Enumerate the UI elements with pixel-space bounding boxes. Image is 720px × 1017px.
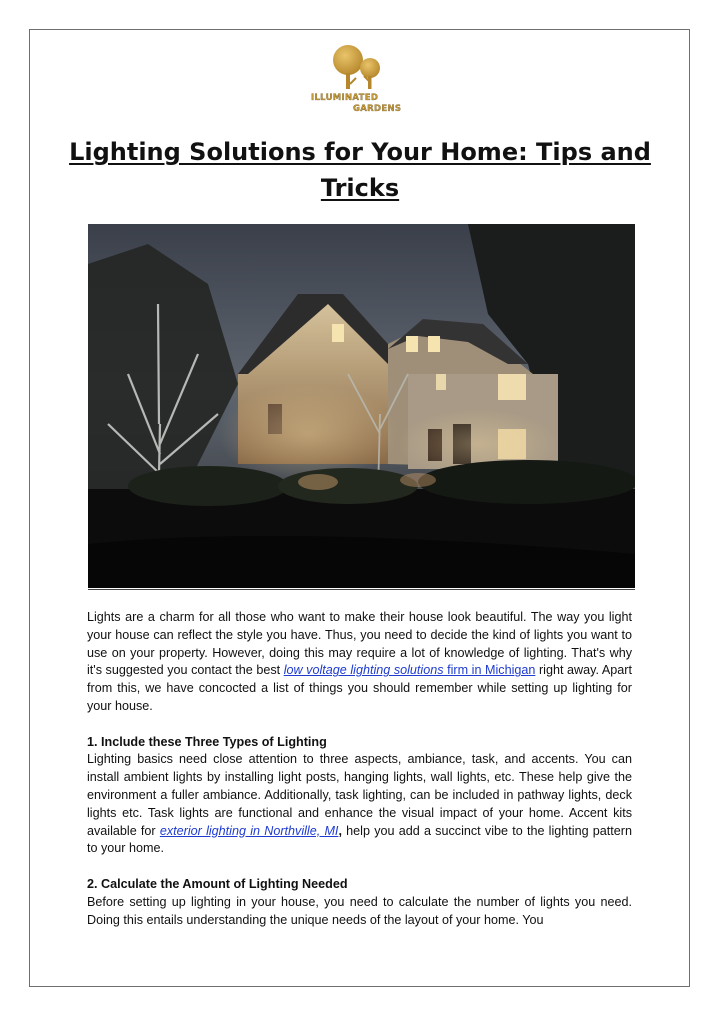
- logo-text-line2: GARDENS: [353, 104, 402, 114]
- section2-paragraph: Before setting up lighting in your house, you need to calculate the number of lights you need. Doing this entails understanding the unique needs of the layout of your home. You: [87, 894, 632, 927]
- logo-text-line1: ILLUMINATED: [311, 93, 379, 103]
- exterior-lighting-link[interactable]: exterior lighting in Northville, MI: [159, 823, 339, 838]
- intro-paragraph: Lights are a charm for all those who want to make their house look beautiful. The way you light your house can reflect the style you have. Thus, you need to decide the kind of lights you want to use on your property. However, doing this may require a lot of knowledge of lighting. That's why it's suggested you contact the best low voltage lighting solutions firm in Michigan right away. Apart from this, we have concocted a list of things you should remember while setting up lighting for your house.: [87, 610, 632, 713]
- article-title: Lighting Solutions for Your Home: Tips and Tricks: [69, 138, 651, 202]
- section2-heading: 2. Calculate the Amount of Lighting Needed: [87, 876, 348, 891]
- image-divider: [88, 589, 635, 590]
- illuminated-gardens-logo: [306, 40, 414, 120]
- article-body: [87, 609, 632, 947]
- section1-heading: 1. Include these Three Types of Lighting: [87, 734, 327, 749]
- low-voltage-lighting-link[interactable]: low voltage lighting solutions firm in Michigan: [283, 663, 536, 678]
- hero-photo: [88, 224, 635, 588]
- section1-paragraph: Lighting basics need close attention to three aspects, ambiance, task, and accents. You can install ambient lights by installing light posts, hanging lights, wall lights, etc. These help give the environment a fuller ambiance. Additionally, task lighting, can be included in pathway lights, deck lights etc. Task lights are functional and enhance the visual impact of your home. Accent kits available for exterior lighting in Northville, MI, help you add a succinct vibe to the lighting pattern to your home.: [87, 752, 633, 856]
